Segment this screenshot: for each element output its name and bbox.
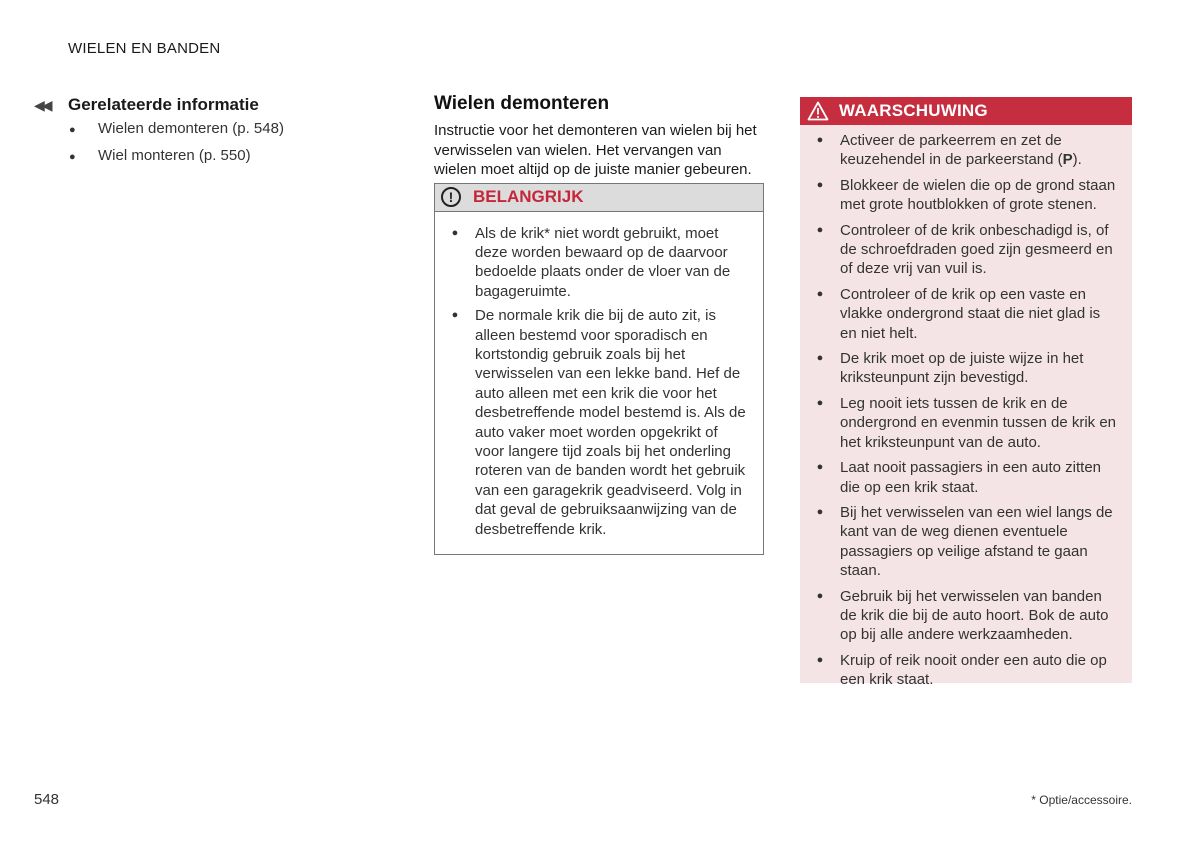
list-item: [800, 587, 1120, 645]
bullet: ●: [816, 653, 824, 666]
important-item-text: Als de krik* niet wordt gebruikt, moet deze worden bewaard op de daarvoor bedoelde plaats onder de vloer van de bagageruimte.: [475, 224, 731, 300]
bullet: ●: [816, 505, 824, 518]
bullet: ●: [816, 396, 824, 409]
bullet: ●: [816, 589, 824, 602]
bullet: ●: [816, 134, 824, 146]
warning-triangle-icon: [806, 100, 830, 122]
warning-box: [800, 97, 1132, 689]
page-title: Wielen demonteren: [434, 93, 610, 114]
list-item: [800, 458, 1120, 497]
important-header: [435, 184, 763, 212]
warning-item-text: Kruip of reik nooit onder een auto die op een krik staat.: [840, 651, 1107, 689]
warning-header: [800, 97, 1132, 125]
related-info: [34, 95, 334, 173]
bullet: ●: [816, 178, 824, 191]
list-item: [800, 131, 1120, 170]
list-item: [800, 394, 1120, 452]
warning-item-text-before: Activeer de parkeerrem en zet de keuzehendel in de parkeerstand (: [840, 132, 1063, 169]
list-item: [34, 146, 334, 167]
warning-item-text: Laat nooit passagiers in een auto zitten die op een krik staat.: [840, 459, 1102, 496]
exclamation-circle-icon: !: [441, 187, 461, 207]
bullet: ●: [69, 151, 76, 163]
important-title: BELANGRIJK: [473, 187, 584, 206]
bullet: ●: [451, 309, 459, 322]
bullet: ●: [451, 226, 459, 239]
warning-item-text: Blokkeer de wielen die op de grond staan met grote houtblokken of grote stenen.: [840, 176, 1116, 214]
warning-item-text-after: ).: [1072, 151, 1082, 169]
section-header: WIELEN EN BANDEN: [68, 40, 221, 57]
bullet: ●: [816, 352, 824, 365]
list-item: [435, 224, 749, 302]
related-info-list: [34, 119, 334, 167]
bullet: ●: [816, 287, 824, 300]
warning-item-text: [840, 131, 1120, 170]
warning-list: [800, 125, 1132, 690]
list-item: [800, 221, 1120, 279]
related-info-title: Gerelateerde informatie: [68, 95, 259, 114]
important-list: [435, 212, 763, 555]
bullet: ●: [816, 461, 824, 474]
list-item: [800, 349, 1120, 388]
parking-gear-label: P: [1062, 151, 1073, 169]
warning-item-text: Leg nooit iets tussen de krik en de ondergrond en evenmin tussen de krik en het kriksteunpunt van de auto.: [840, 394, 1117, 451]
warning-item-text: Bij het verwisselen van een wiel langs de kant van de weg dienen eventuele passagiers op veilige afstand te gaan staan.: [840, 503, 1113, 580]
bullet: ●: [816, 223, 824, 236]
warning-title: WAARSCHUWING: [839, 101, 988, 120]
warning-item-text: Controleer of de krik op een vaste en vlakke ondergrond staat die niet glad is en niet helt.: [840, 285, 1101, 342]
related-link[interactable]: Wiel monteren (p. 550): [98, 147, 251, 164]
related-link[interactable]: Wielen demonteren (p. 548): [98, 120, 284, 137]
double-chevron-left-icon[interactable]: ◀◀: [34, 96, 50, 113]
main-content: [434, 93, 766, 555]
footnote: * Optie/accessoire.: [1031, 793, 1132, 807]
list-item: [800, 651, 1120, 690]
warning-item-text: De krik moet op de juiste wijze in het kriksteunpunt zijn bevestigd.: [840, 350, 1084, 387]
list-item: [435, 306, 749, 539]
important-item-text: De normale krik die bij de auto zit, is alleen bestemd voor sporadisch en kortstondig gebruik zoals bij het verwisselen van een lekke band. Hef de auto alleen met een krik die voor het desbetreffende model bestemd is. Als de auto vaker moet worden opgekrikt of voor langere tijd zoals bij het onderling roteren van de banden wordt het gebruik van een garagekrik geadviseerd. Volg in dat geval de gebruiksaanwijzing van de desbetreffende krik.: [475, 307, 746, 538]
list-item: [800, 176, 1120, 215]
list-item: [800, 285, 1120, 343]
warning-item-text: Gebruik bij het verwisselen van banden de krik die bij de auto hoort. Bok de auto op bij alle andere werkzaamheden.: [840, 587, 1109, 644]
page-number: 548: [34, 791, 60, 808]
bullet: ●: [69, 124, 76, 136]
related-info-heading: [34, 95, 334, 115]
list-item: [34, 119, 334, 140]
important-box: [434, 183, 764, 556]
list-item: [800, 503, 1120, 581]
warning-item-text: Controleer of de krik onbeschadigd is, of de schroefdraden goed zijn gesmeerd en of deze vrij van vuil is.: [840, 221, 1113, 278]
intro-text: Instructie voor het demonteren van wielen bij het verwisselen van wielen. Het vervangen van wielen moet altijd op de juiste manier gebeuren.: [434, 122, 757, 178]
